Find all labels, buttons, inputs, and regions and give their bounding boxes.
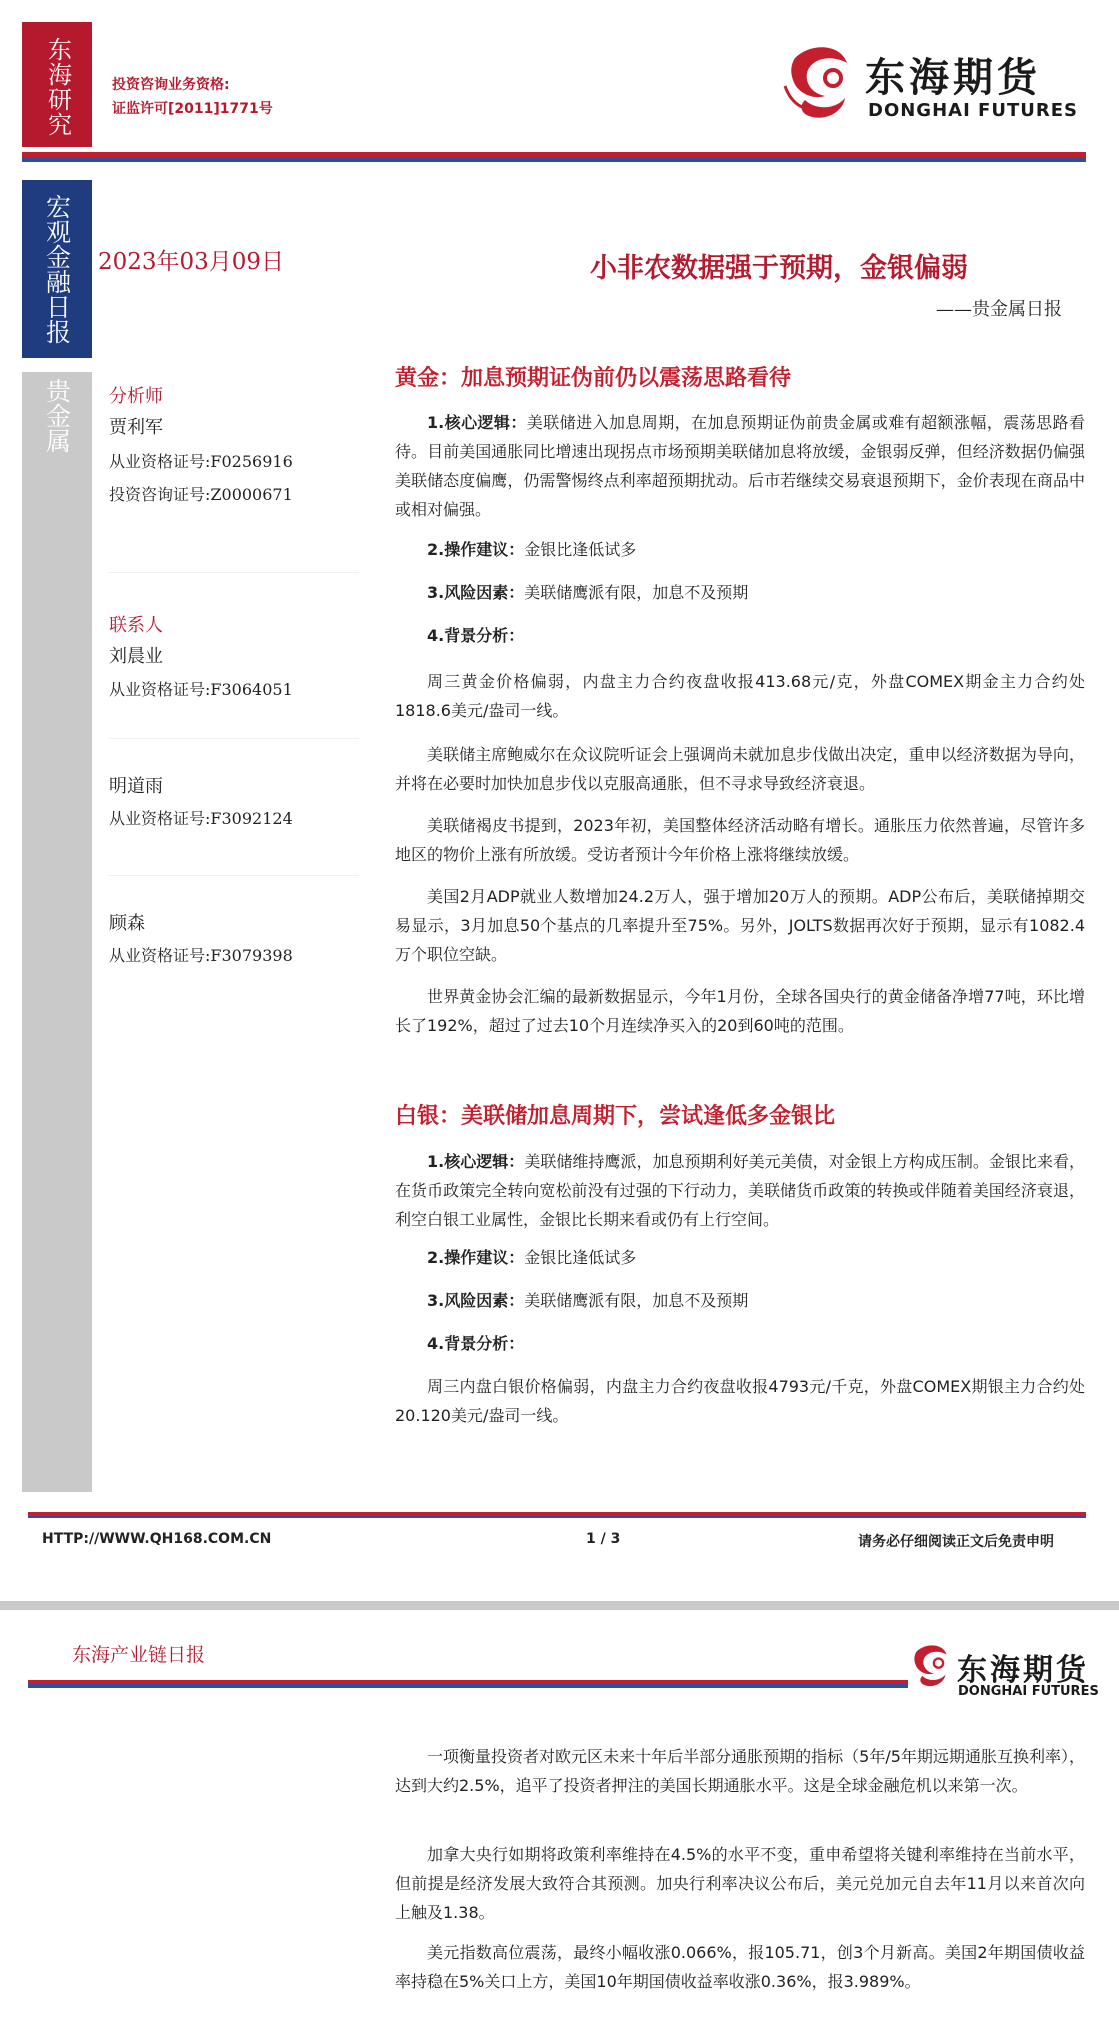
silver-core-logic bbox=[395, 1147, 1085, 1234]
donghai-logo-icon bbox=[905, 1640, 957, 1692]
analyst-name: 贾利军 bbox=[109, 417, 163, 438]
logo-chinese: 东海期货 bbox=[865, 55, 1041, 101]
macro-daily-label: 宏观金融日报 bbox=[42, 194, 72, 344]
page2-logo-chinese: 东海期货 bbox=[957, 1653, 1089, 1688]
contact-cert-2: 从业资格证号:F3092124 bbox=[109, 809, 293, 828]
contact-name-3: 顾森 bbox=[109, 913, 145, 934]
precious-metals-tag bbox=[22, 372, 92, 1492]
gold-paragraph: 周三黄金价格偏弱，内盘主力合约夜盘收报413.68元/克，外盘COMEX期金主力合约处1818.6美元/盎司一线。 bbox=[395, 672, 1085, 720]
contact-name-2: 明道雨 bbox=[109, 776, 163, 797]
qualification-info bbox=[112, 73, 273, 121]
gold-risk bbox=[395, 578, 1085, 607]
page2-paragraph: 加拿大央行如期将政策利率维持在4.5%的水平不变，重申希望将关键利率维持在当前水平，但前提是经济发展大致符合其预测。加央行利率决议公布后，美元兑加元自去年11月以来首次向上触及1.38。 bbox=[395, 1845, 1085, 1922]
page2-band-blue bbox=[28, 1684, 908, 1688]
silver-advice-text: 金银比逢低试多 bbox=[524, 1248, 637, 1267]
silver-risk-text: 美联储鹰派有限，加息不及预期 bbox=[524, 1291, 749, 1310]
analyst-cert-1: 从业资格证号:F0256916 bbox=[109, 452, 293, 471]
gold-section-title: 黄金：加息预期证伪前仍以震荡思路看待 bbox=[395, 366, 792, 391]
silver-core-logic-text: 美联储维持鹰派，加息预期利好美元美债，对金银上方构成压制。金银比来看，在货币政策完全转向宽松前没有过强的下行动力，美联储货币政策的转换或伴随着美国经济衰退，利空白银工业属性，金银比长期来看或仍有上行空间。 bbox=[395, 1152, 1085, 1229]
gold-risk-label: 3.风险因素： bbox=[427, 583, 525, 602]
qualification-line-1: 投资咨询业务资格: bbox=[112, 77, 230, 93]
silver-risk bbox=[395, 1286, 1085, 1315]
contact-cert-3: 从业资格证号:F3079398 bbox=[109, 946, 293, 965]
analyst-label: 分析师 bbox=[109, 386, 163, 407]
footer-band-blue bbox=[28, 1516, 1086, 1518]
gold-background-label: 4.背景分析： bbox=[427, 626, 525, 645]
contact-cert-1: 从业资格证号:F3064051 bbox=[109, 680, 293, 699]
page-separator bbox=[0, 1601, 1119, 1610]
precious-metals-label: 贵金属 bbox=[42, 378, 72, 453]
page2-paragraph: 一项衡量投资者对欧元区未来十年后半部分通胀预期的指标（5年/5年期远期通胀互换利率），达到大约2.5%，追平了投资者押注的美国长期通胀水平。这是全球金融危机以来第一次。 bbox=[395, 1747, 1085, 1795]
gold-advice bbox=[395, 535, 1085, 564]
qualification-line-2: 证监许可[2011]1771号 bbox=[112, 101, 273, 117]
report-date: 2023年03月09日 bbox=[98, 249, 285, 275]
silver-background bbox=[395, 1329, 1085, 1358]
page2-logo-english: DONGHAI FUTURES bbox=[958, 1684, 1099, 1699]
contact-name-1: 刘晨业 bbox=[109, 646, 163, 667]
gold-core-logic-text: 美联储进入加息周期，在加息预期证伪前贵金属或难有超额涨幅，震荡思路看待。目前美国通胀同比增速出现拐点市场预期美联储加息将放缓，金银弱反弹，但经济数据仍偏强美联储态度偏鹰，仍需警惕终点利率超预期扰动。后市若继续交易衰退预期下，金价表现在商品中或相对偏强。 bbox=[395, 413, 1085, 519]
research-tag: 东海研究 bbox=[22, 22, 92, 147]
logo-english: DONGHAI FUTURES bbox=[868, 100, 1078, 121]
gold-advice-text: 金银比逢低试多 bbox=[524, 540, 637, 559]
silver-risk-label: 3.风险因素： bbox=[427, 1291, 525, 1310]
sidebar-divider bbox=[109, 572, 359, 573]
gold-paragraph: 美联储主席鲍威尔在众议院听证会上强调尚未就加息步伐做出决定，重申以经济数据为导向，并将在必要时加快加息步伐以克服高通胀，但不寻求导致经济衰退。 bbox=[395, 745, 1085, 793]
header-band-blue bbox=[22, 157, 1086, 162]
footer-disclaimer: 请务必仔细阅读正文后免责申明 bbox=[858, 1534, 1054, 1550]
gold-paragraph: 世界黄金协会汇编的最新数据显示，今年1月份，全球各国央行的黄金储备净增77吨，环比增长了192%，超过了过去10个月连续净买入的20到60吨的范围。 bbox=[395, 987, 1085, 1035]
silver-background-label: 4.背景分析： bbox=[427, 1334, 525, 1353]
silver-advice-label: 2.操作建议： bbox=[427, 1248, 525, 1267]
gold-paragraph: 美联储褐皮书提到，2023年初，美国整体经济活动略有增长。通胀压力依然普遍，尽管许多地区的物价上涨有所放缓。受访者预计今年价格上涨将继续放缓。 bbox=[395, 816, 1085, 864]
gold-paragraph: 美国2月ADP就业人数增加24.2万人，强于增加20万人的预期。ADP公布后，美联储掉期交易显示，3月加息50个基点的几率提升至75%。另外，JOLTS数据再次好于预期，显示有1082.4万个职位空缺。 bbox=[395, 887, 1085, 964]
gold-background bbox=[395, 621, 1085, 650]
page2-header-title: 东海产业链日报 bbox=[72, 1644, 206, 1666]
contact-label: 联系人 bbox=[109, 615, 163, 636]
report-title: 小非农数据强于预期，金银偏弱 bbox=[590, 253, 968, 284]
gold-advice-label: 2.操作建议： bbox=[427, 540, 525, 559]
silver-section-title: 白银：美联储加息周期下，尝试逢低多金银比 bbox=[395, 1104, 836, 1129]
sidebar-divider bbox=[109, 875, 359, 876]
gold-core-logic-label: 1.核心逻辑： bbox=[427, 413, 527, 432]
silver-paragraph: 周三内盘白银价格偏弱，内盘主力合约夜盘收报4793元/千克，外盘COMEX期银主力合约处20.120美元/盎司一线。 bbox=[395, 1377, 1085, 1425]
macro-daily-tag bbox=[22, 180, 92, 358]
footer-page-number: 1 / 3 bbox=[586, 1531, 621, 1547]
silver-core-logic-label: 1.核心逻辑： bbox=[427, 1152, 525, 1171]
gold-core-logic bbox=[395, 408, 1085, 524]
report-subtitle: ——贵金属日报 bbox=[936, 299, 1062, 320]
page2-paragraph: 美元指数高位震荡，最终小幅收涨0.066%，报105.71，创3个月新高。美国2年期国债收益率持稳在5%关口上方，美国10年期国债收益率收涨0.36%，报3.989%。 bbox=[395, 1943, 1085, 1991]
footer-website-link[interactable]: HTTP://WWW.QH168.COM.CN bbox=[42, 1531, 272, 1547]
analyst-cert-2: 投资咨询证号:Z0000671 bbox=[109, 485, 293, 504]
gold-risk-text: 美联储鹰派有限，加息不及预期 bbox=[524, 583, 749, 602]
sidebar-divider bbox=[109, 738, 359, 739]
silver-advice bbox=[395, 1243, 1085, 1272]
donghai-logo-icon bbox=[775, 38, 865, 128]
